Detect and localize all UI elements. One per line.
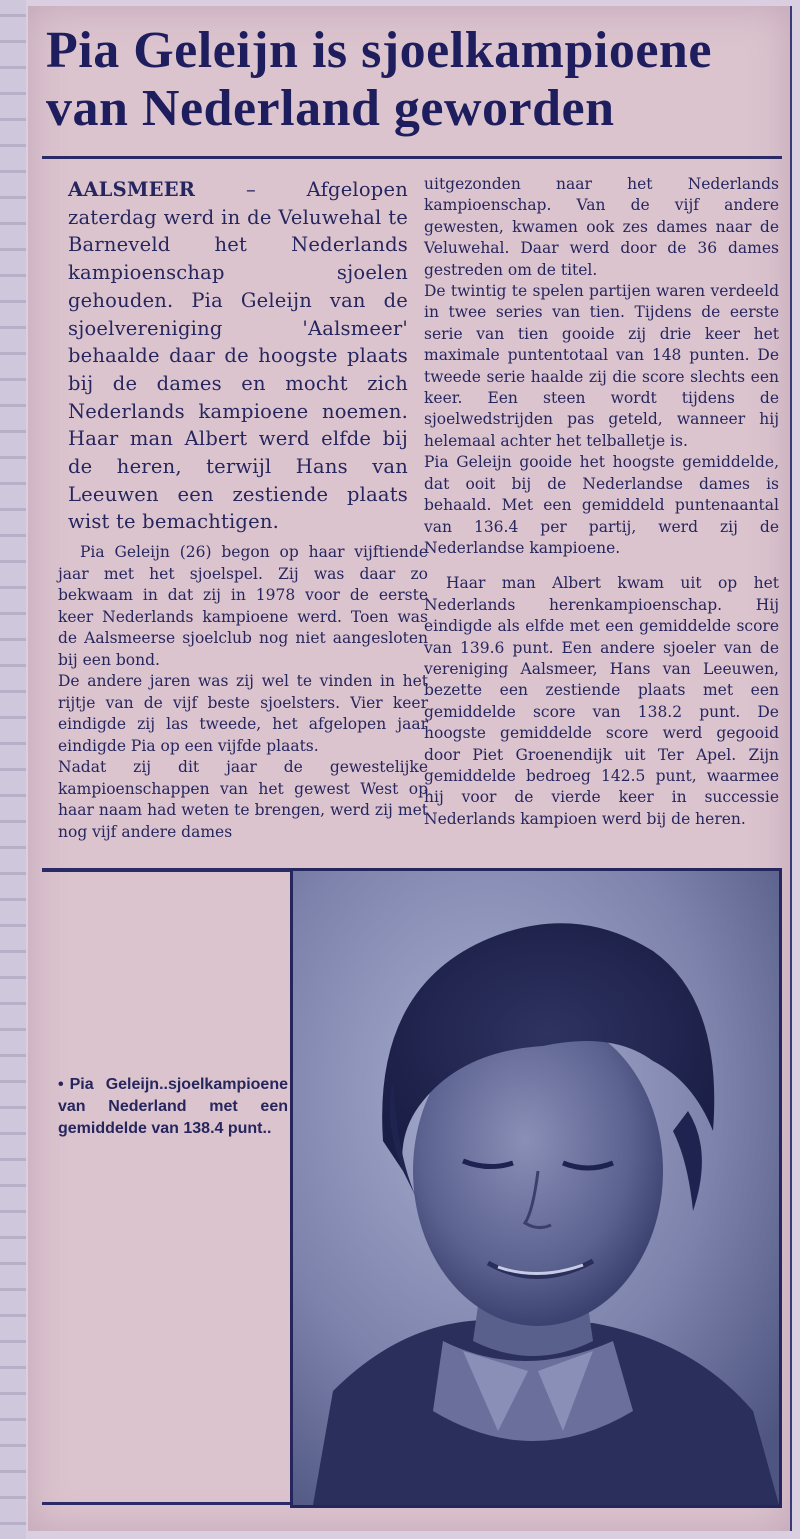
intro-paragraph [68,176,408,536]
caption-bottom-rule [42,1502,290,1505]
right-column [424,174,779,830]
binder-holes-strip [0,0,26,1539]
portrait-photo [290,868,782,1508]
intro-text: – Afgelopen zaterdag werd in de Veluwehal te Barneveld het Nederlands kampioenschap sjoelen gehouden. Pia Geleijn van de sjoelvereniging 'Aalsmeer' behaalde daar de hoogste plaats bij de dames en mocht zich Nederlands kampioene noemen. Haar man Albert werd elfde bij de heren, terwijl Hans van Leeuwen een zestiende plaats wist te bemachtigen. [68,178,408,534]
portrait-photo-image [293,871,779,1505]
right-paragraph-4: Haar man Albert kwam uit op het Nederlands herenkampioenschap. Hij eindigde als elfde met een gemiddelde score van 139.6 punt. Een andere sjoeler van de vereniging Aalsmeer, Hans van Leeuwen, bezette een zestiende plaats met een gemiddelde score van 138.2 punt. De hoogste gemiddelde score werd gegooid door Piet Groenendijk uit Ter Apel. Zijn gemiddelde bedroeg 142.5 punt, waarmee hij voor de vierde keer in successie Nederlands kampioen werd bij de heren. [424,574,779,828]
right-paragraph-3: Pia Geleijn gooide het hoogste gemiddelde, dat ooit bij de Nederlandse dames is behaald. Met een gemiddeld puntenaantal van 136.4 per partij, werd zij de Nederlandse kampioene. [424,453,779,557]
right-paragraph-2: De twintig te spelen partijen waren verdeeld in twee series van tien. Tijdens de eerste serie van tien gooide zij drie keer het maximale puntentotaal van 148 punten. De tweede serie haalde zij die score slechts een keer. Een steen wordt tijdens de sjoelwedstrijden pas geteld, wanneer hij helemaal achter het telballetje is. [424,282,779,450]
left-paragraph-1: Pia Geleijn (26) begon op haar vijftiende jaar met het sjoelspel. Zij was daar zo bekwaam in dat zij in 1978 voor de eerste keer Nederlands kampioene werd. Toen was de Aalsmeerse sjoelclub nog niet aangesloten bij een bond. [58,543,428,669]
left-paragraph-3: Nadat zij dit jaar de gewestelijke kampioenschappen van het gewest West op haar naam had weten te brengen, werd zij met nog vijf andere dames [58,758,428,841]
headline: Pia Geleijn is sjoelkampioene van Nederland geworden [46,22,712,137]
left-paragraph-2: De andere jaren was zij wel te vinden in het rijtje van de vijf beste sjoelsters. Vier keer eindigde zij las tweede, het afgelopen jaar eindigde Pia op een vijfde plaats. [58,672,428,755]
newspaper-clipping [28,6,792,1531]
dateline: AALSMEER [68,178,196,201]
left-column [58,542,428,843]
caption-text: Pia Geleijn..sjoelkampioene van Nederland met een gemiddelde van 138.4 punt.. [58,1076,288,1137]
photo-caption [58,1074,288,1140]
headline-rule [42,156,782,159]
caption-bullet: • [58,1076,64,1093]
caption-top-rule [42,868,290,872]
right-paragraph-1: uitgezonden naar het Nederlands kampioenschap. Van de vijf andere gewesten, kwamen ook zes dames naar de Veluwehal. Daar werd door de 36 dames gestreden om de titel. [424,175,779,279]
